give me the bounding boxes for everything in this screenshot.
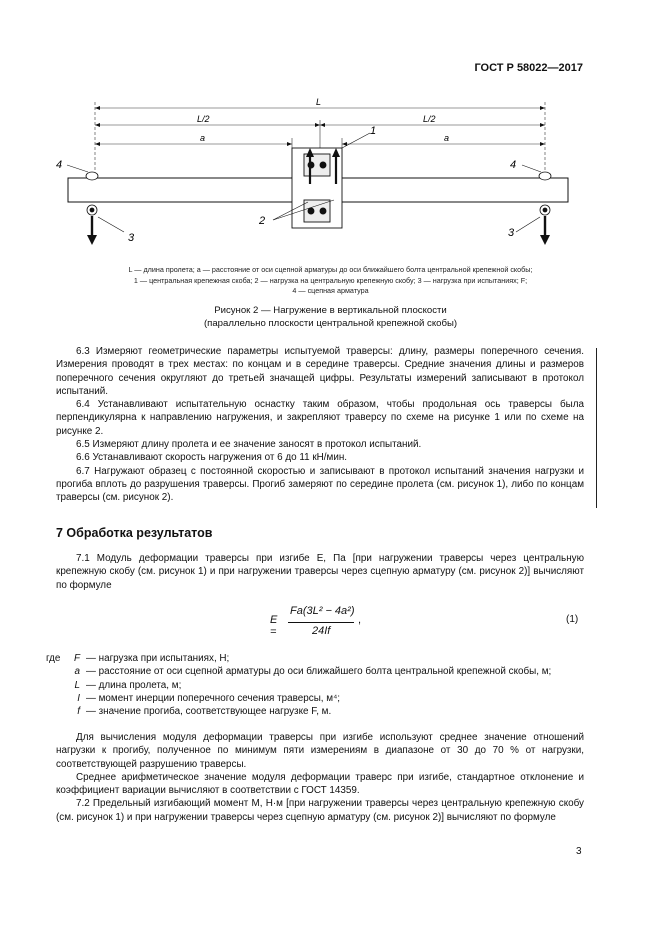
label-4-left: 4 <box>56 159 63 171</box>
paragraph-stats: Среднее арифметическое значение модуля деформации траверс при изгибе, стандартное отклонение и коэффициент вариации вычисляют в соответствии с ГОСТ 14359. <box>56 771 584 797</box>
definition-text: — расстояние от оси сцепной арматуры до оси ближайшего болта центральной крепежной скобы, м; <box>86 666 552 678</box>
central-bracket <box>292 148 342 228</box>
label-4-right: 4 <box>510 159 517 171</box>
paragraph-6-4: 6.4 Устанавливают испытательную оснастку таким образом, чтобы продольная ось траверсы была перпендикулярна к направлению нагружения, и закрепляют траверсу по схеме на рисунке 1 или по схеме на рисунке 2. <box>56 399 584 437</box>
definition-symbol: f <box>77 706 80 718</box>
definitions-list <box>46 652 586 718</box>
dim-L-label: L <box>316 97 322 107</box>
section-7-paragraphs <box>56 731 584 824</box>
figure-legend <box>40 265 621 297</box>
label-2: 2 <box>259 215 266 227</box>
paragraph-7-2: 7.2 Предельный изгибающий момент M, Н·м [при нагружении траверсы через центральную крепежную скобу (см. рисунок 1) и при нагружении траверсы через сцепную арматуру (см. рисунок 2)] вычисляют по формуле <box>56 798 584 823</box>
definition-symbol: a <box>74 666 80 678</box>
dim-a-left-label: a <box>200 133 206 143</box>
definition-symbol: I <box>77 692 80 704</box>
definition-text: — значение прогиба, соответствующее нагрузке F, м. <box>86 706 332 718</box>
section-6-paragraphs <box>56 345 584 505</box>
paragraph-6-5: 6.5 Измеряют длину пролета и ее значение заносят в протокол испытаний. <box>76 439 422 451</box>
paragraph-6-7: 6.7 Нагружают образец с постоянной скоростью и записывают в протокол испытаний значения нагрузки и прогиба вплоть до разрушения траверсы. Прогиб замеряют по середине пролета (см. рисунок 1), либо по концам траверсы (см. рисунок 2). <box>56 465 584 504</box>
formula-lhs: E = <box>270 614 278 638</box>
paragraph-mean: Для вычисления модуля деформации траверсы при изгибе используют среднее значение отношений нагрузки к прогибу, полученное по минимум пяти измерениям в диапазоне от 30 до 70 % от нагрузки, соответствующей разрушению траверсы. <box>56 732 584 770</box>
label-3-right: 3 <box>508 227 515 239</box>
paragraph-6-6: 6.6 Устанавливают скорость нагружения от 6 до 11 кН/мин. <box>76 452 348 464</box>
definition-text: — момент инерции поперечного сечения траверсы, м⁴; <box>86 692 341 704</box>
caption-line: Рисунок 2 — Нагружение в вертикальной плоскости <box>214 305 447 316</box>
paragraph-7-1 <box>56 552 584 592</box>
page-number: 3 <box>576 846 582 857</box>
fraction-bar <box>288 622 354 623</box>
legend-line: 4 — сцепная арматура <box>292 286 369 295</box>
definition-row <box>46 679 586 692</box>
definition-symbol: L <box>74 679 80 691</box>
definition-symbol: F <box>73 653 80 664</box>
standard-designation: ГОСТ Р 58022—2017 <box>474 62 583 74</box>
definition-row <box>46 705 586 718</box>
formula-numerator: Fa(3L² − 4a²) <box>290 605 355 617</box>
dim-a-right-label: a <box>444 133 450 143</box>
paragraph-6-3: 6.3 Измеряют геометрические параметры испытуемой траверсы: длину, размеры поперечного сечения. Измерения проводят в трех местах: по концам и в середине траверсы. Средние значения длины и размеров поперечного сечения округляют до третьей значащей цифры. Результаты измерений записывают в протокол испытаний. <box>56 346 584 397</box>
legend-line: L — длина пролета; a — расстояние от оси сцепной арматуры до оси ближайшего болта центральной крепежной скобы; <box>128 265 533 274</box>
dim-half-left-label: L/2 <box>197 114 210 124</box>
label-1: 1 <box>370 125 377 137</box>
legend-line: 1 — центральная крепежная скоба; 2 — нагрузка на центральную крепежную скобу; 3 — нагрузка при испытаниях; F; <box>133 275 528 285</box>
section-7-heading: 7 Обработка результатов <box>56 526 213 540</box>
caption-line: (параллельно плоскости центральной крепежной скобы) <box>203 317 458 329</box>
change-bar <box>596 348 597 508</box>
definition-row <box>46 665 586 678</box>
label-3-left: 3 <box>128 232 135 244</box>
where-word: где <box>46 653 61 664</box>
definition-row <box>46 692 586 705</box>
paragraph-7-1-text: 7.1 Модуль деформации траверсы при изгибе E, Па [при нагружении траверсы через центральную крепежную скобу (см. рисунок 1) и при нагружении траверсы через сцепную арматуру (см. рисунок 2)] вычисляют по формуле <box>56 553 584 591</box>
formula-denominator: 24If <box>312 625 331 637</box>
formula-comma: , <box>358 614 362 626</box>
dim-half-right-label: L/2 <box>423 114 436 124</box>
definition-text: — длина пролета, м; <box>86 679 182 691</box>
definition-row <box>46 652 586 665</box>
definition-text: — нагрузка при испытаниях, Н; <box>86 653 230 664</box>
equation-number: (1) <box>566 614 579 625</box>
figure-caption <box>40 305 621 330</box>
loading-diagram <box>52 92 612 252</box>
